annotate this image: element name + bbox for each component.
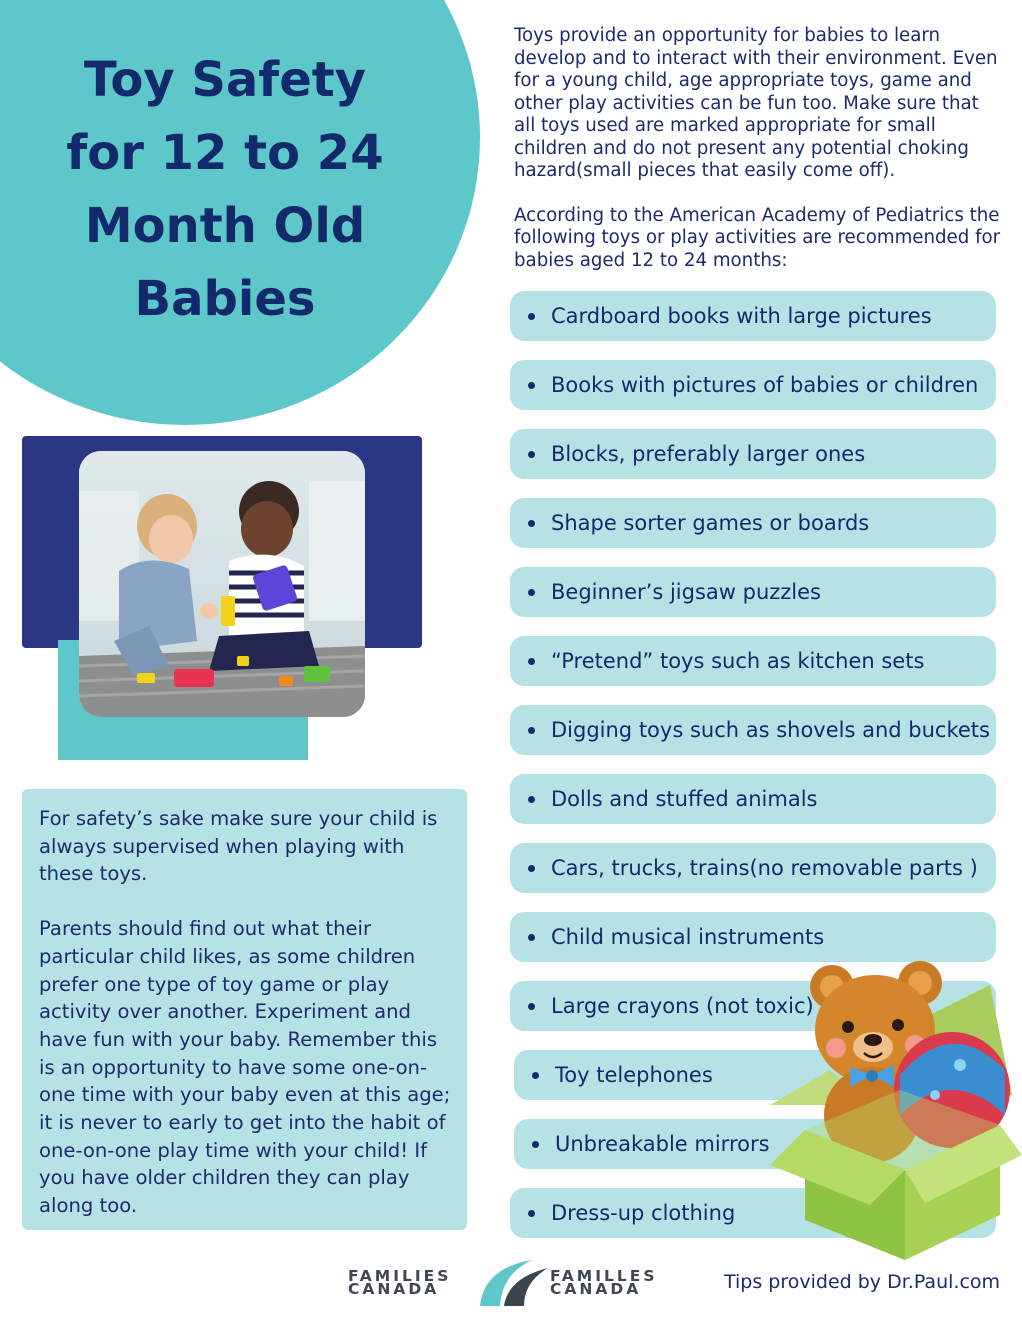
title-line: Babies: [134, 271, 316, 327]
safety-paragraph: For safety’s sake make sure your child is always supervised when playing with these toys.: [39, 807, 438, 886]
maple-leaf-swoosh-icon: [474, 1258, 554, 1308]
title-line: Toy Safety: [84, 52, 366, 108]
bullet-icon: [528, 451, 535, 458]
intro-paragraph: According to the American Academy of Pediatrics the following toys or play activities are recommended for babies aged 12 to 24 months:: [514, 204, 1001, 271]
bullet-icon: [528, 1210, 535, 1217]
toy-list-item: [510, 360, 996, 410]
photo-illustration: [79, 451, 365, 717]
toy-label: Dress-up clothing: [551, 1201, 736, 1225]
toy-list-item: [510, 843, 996, 893]
toy-list-item: [510, 774, 996, 824]
title-line: Month Old: [84, 198, 366, 254]
intro-text: [514, 25, 1004, 272]
bullet-icon: [528, 934, 535, 941]
toy-label: Blocks, preferably larger ones: [551, 442, 866, 466]
safety-paragraph: Parents should find out what their particular child likes, as some children prefer one type of toy game or play activity over another. Experiment and have fun with your baby. Remember this is an opportunity to have some one-on-one time with your baby even at this age; it is never to early to get into the habit of one-on-one play time with your child! If you have older children they can play along too.: [39, 917, 451, 1218]
toy-list-item: [510, 567, 996, 617]
toy-label: “Pretend” toys such as kitchen sets: [551, 649, 925, 673]
bullet-icon: [528, 382, 535, 389]
bullet-icon: [528, 727, 535, 734]
toy-label: Dolls and stuffed animals: [551, 787, 818, 811]
bullet-icon: [528, 520, 535, 527]
children-playing-photo: [79, 451, 365, 717]
teddy-bear-box-icon: [760, 955, 1022, 1265]
bullet-icon: [528, 1003, 535, 1010]
toy-label: Cardboard books with large pictures: [551, 304, 932, 328]
credit-text: Tips provided by Dr.Paul.com: [724, 1271, 1001, 1293]
bullet-icon: [528, 313, 535, 320]
bullet-icon: [532, 1072, 539, 1079]
toy-label: Toy telephones: [555, 1063, 713, 1087]
toy-list-item: [510, 429, 996, 479]
logo-fr-line2: CANADA: [550, 1280, 642, 1298]
toy-label: Large crayons (not toxic): [551, 994, 814, 1018]
bullet-icon: [528, 865, 535, 872]
toy-label: Beginner’s jigsaw puzzles: [551, 580, 821, 604]
toy-label: Books with pictures of babies or children: [551, 373, 979, 397]
toy-label: Shape sorter games or boards: [551, 511, 870, 535]
toy-list-item: [510, 705, 996, 755]
logo-en-line1: FAMILIES: [348, 1267, 452, 1285]
toy-list-item: [510, 636, 996, 686]
toy-label: Child musical instruments: [551, 925, 825, 949]
intro-paragraph: Toys provide an opportunity for babies to learn develop and to interact with their environment. Even for a young child, age appropriate toys, game and other play activities can be fun too. Make sure that all toys used are marked appropriate for small children and do not present any potential choking hazard(small pieces that easily come off).: [514, 25, 998, 181]
bullet-icon: [532, 1141, 539, 1148]
toy-label: Cars, trucks, trains(no removable parts ): [551, 856, 978, 880]
toy-label: Unbreakable mirrors: [555, 1132, 770, 1156]
bullet-icon: [528, 658, 535, 665]
logo-en-line2: CANADA: [348, 1280, 440, 1298]
safety-note-box: [22, 789, 467, 1230]
toy-list-item: [510, 498, 996, 548]
toy-label: Digging toys such as shovels and buckets: [551, 718, 990, 742]
title-line: for 12 to 24: [66, 125, 384, 181]
families-canada-logo: [348, 1256, 678, 1312]
toy-list-item: [510, 291, 996, 341]
logo-fr-line1: FAMILLES: [550, 1267, 658, 1285]
bullet-icon: [528, 589, 535, 596]
page-title: [40, 44, 410, 336]
bullet-icon: [528, 796, 535, 803]
